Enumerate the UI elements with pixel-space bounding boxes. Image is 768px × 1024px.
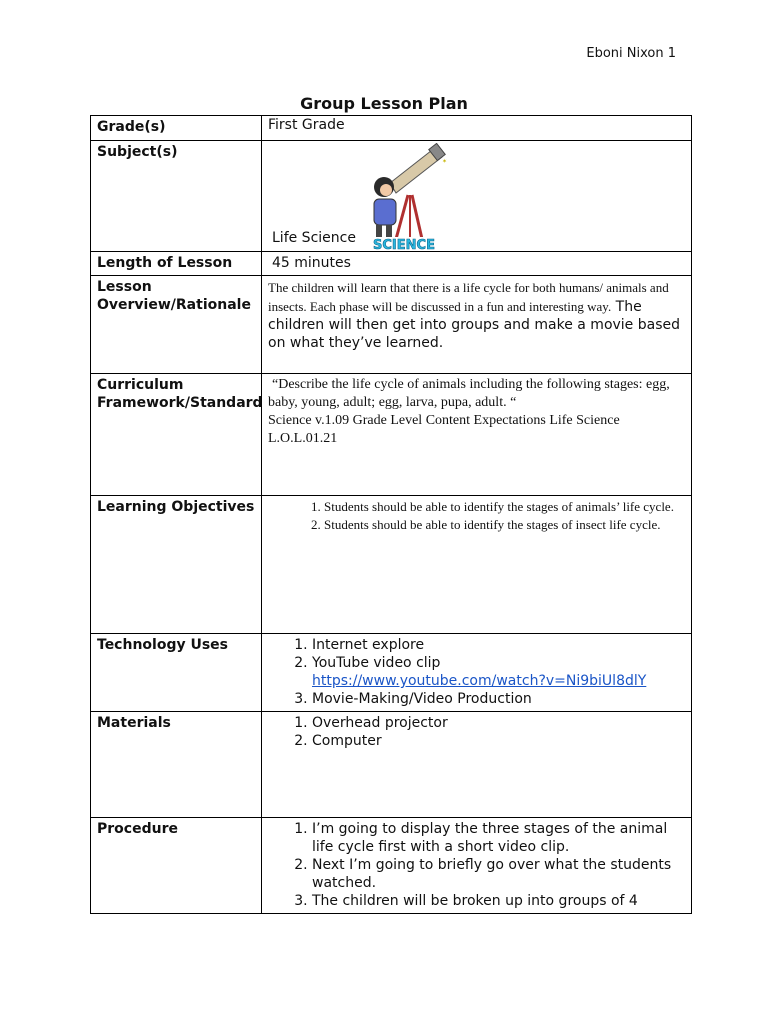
overview-sans-text: The children will then get into groups and make a movie based on what they’ve learned.: [268, 299, 681, 351]
row-procedure: [91, 818, 692, 914]
list-item: [312, 654, 685, 690]
row-subjects: [91, 141, 692, 252]
objectives-list: [268, 498, 685, 534]
label-technology: Technology Uses: [91, 634, 262, 712]
framework-quote: “Describe the life cycle of animals including the following stages: egg, baby, young, adult; egg, larva, pupa, adult. “: [268, 377, 670, 410]
list-item: 1. Overhead projector: [312, 714, 685, 732]
science-art-word: SCIENCE: [373, 238, 435, 251]
technology-item-2-text: YouTube video clip: [312, 655, 441, 671]
row-materials: [91, 712, 692, 818]
value-framework: [262, 374, 692, 496]
row-objectives: [91, 496, 692, 634]
header-name-page: Eboni Nixon 1: [586, 46, 676, 61]
value-technology: [262, 634, 692, 712]
value-procedure: [262, 818, 692, 914]
label-subjects: Subject(s): [91, 141, 262, 252]
list-item: 2. Computer: [312, 732, 685, 750]
technology-list: [268, 636, 685, 708]
value-objectives: [262, 496, 692, 634]
framework-line3: L.O.L.01.21: [268, 431, 338, 446]
value-length: 45 minutes: [262, 252, 692, 276]
telescope-science-image: [362, 143, 452, 251]
value-grades: First Grade: [262, 116, 692, 141]
list-item: 3. Movie-Making/Video Production: [312, 690, 685, 708]
list-item: 1. Students should be able to identify the stages of animals’ life cycle.: [324, 498, 685, 516]
row-length: [91, 252, 692, 276]
value-subjects: Life Science: [272, 230, 356, 246]
row-overview: [91, 276, 692, 374]
document-title: Group Lesson Plan: [300, 94, 468, 113]
label-materials: Materials: [91, 712, 262, 818]
svg-text:✶: ✶: [442, 158, 448, 165]
list-item: 2. Students should be able to identify the stages of insect life cycle.: [324, 516, 685, 534]
lesson-plan-table: [90, 115, 692, 914]
row-framework: [91, 374, 692, 496]
overview-serif-text: The children will learn that there is a life cycle for both humans/ animals and insects. Each phase will be discussed in a fun and interesting way.: [268, 280, 669, 314]
label-procedure: Procedure: [91, 818, 262, 914]
framework-line2: Science v.1.09 Grade Level Content Expectations Life Science: [268, 413, 620, 428]
label-length: Length of Lesson: [91, 252, 262, 276]
value-overview: [262, 276, 692, 374]
value-materials: [262, 712, 692, 818]
youtube-link[interactable]: https://www.youtube.com/watch?v=Ni9biUl8dlY: [312, 673, 647, 689]
subject-cell: [262, 141, 691, 251]
list-item: 1. Internet explore: [312, 636, 685, 654]
row-technology: [91, 634, 692, 712]
list-item: 3. The children will be broken up into groups of 4: [312, 892, 685, 910]
row-grades: [91, 116, 692, 141]
label-objectives: Learning Objectives: [91, 496, 262, 634]
value-subjects-cell: [262, 141, 692, 252]
list-item: 2. Next I’m going to briefly go over what the students watched.: [312, 856, 685, 892]
label-overview: Lesson Overview/Rationale: [91, 276, 262, 374]
materials-list: [268, 714, 685, 750]
label-grades: Grade(s): [91, 116, 262, 141]
list-item: 1. I’m going to display the three stages of the animal life cycle first with a short video clip.: [312, 820, 685, 856]
procedure-list: [268, 820, 685, 910]
label-framework: Curriculum Framework/Standard: [91, 374, 262, 496]
